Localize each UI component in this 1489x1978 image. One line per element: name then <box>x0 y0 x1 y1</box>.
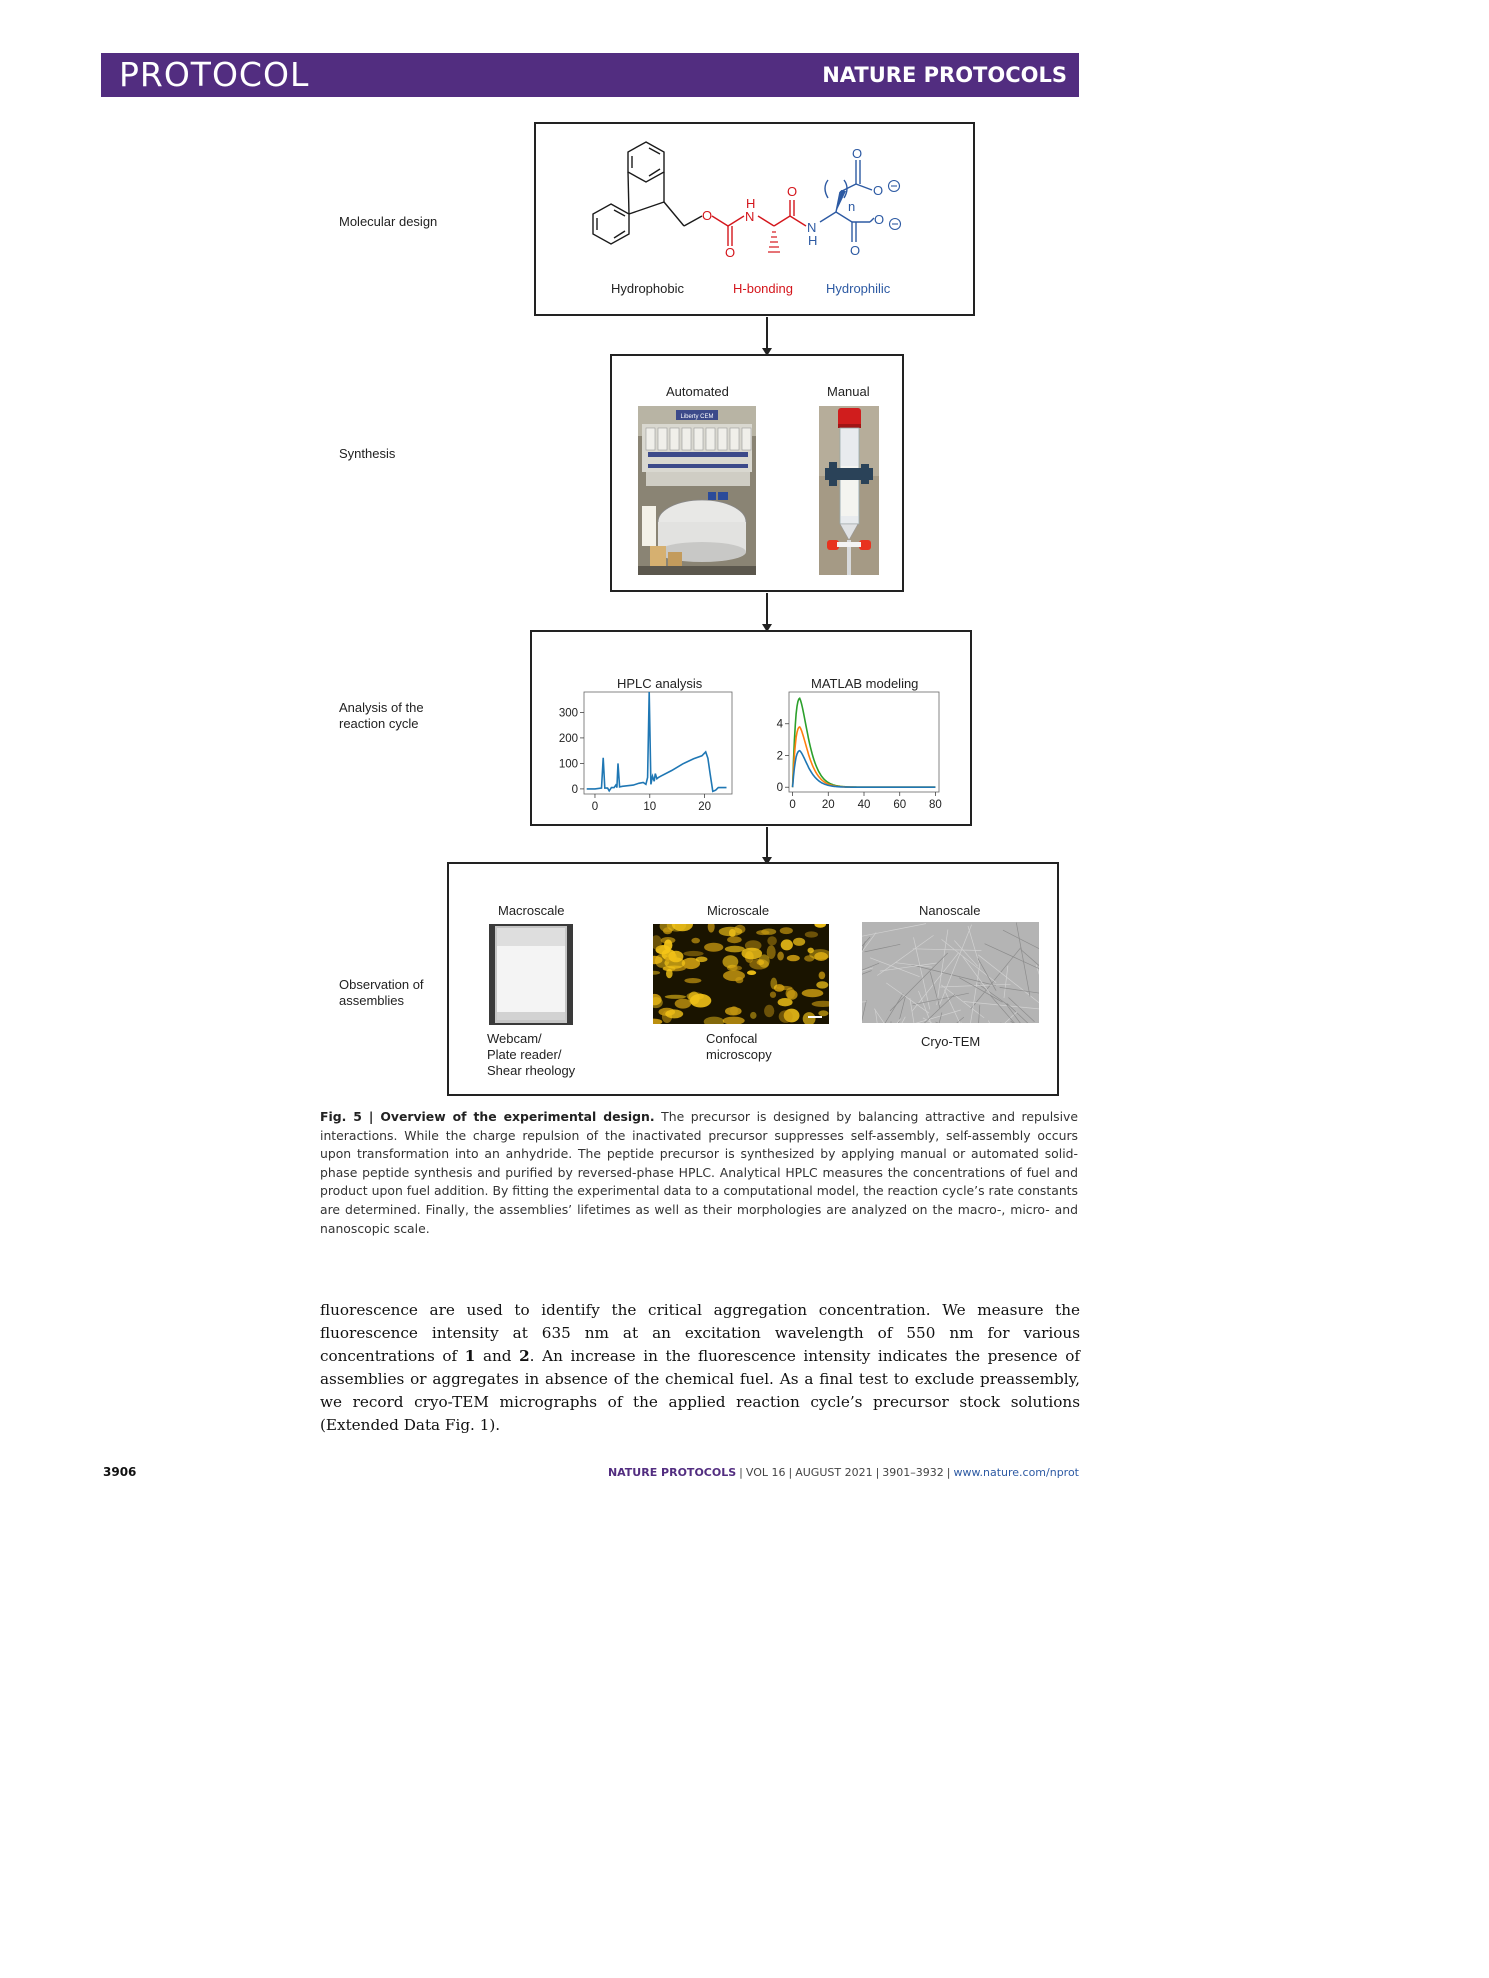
page-number: 3906 <box>103 1465 137 1479</box>
confocal-speck <box>687 992 704 1000</box>
section-title: PROTOCOL <box>119 55 310 94</box>
confocal-speck <box>665 1009 683 1018</box>
chart-1-ytick-label: 0 <box>776 782 783 795</box>
macro-method-2: Plate reader/ <box>487 1047 562 1062</box>
molecular-design-box <box>534 122 975 316</box>
chart-0-xtick-label: 10 <box>643 801 657 813</box>
confocal-speck <box>787 955 800 961</box>
chart-0-ytick-label: 200 <box>558 732 578 745</box>
repeat-n: n <box>848 199 856 214</box>
chart-1-xtick-label: 20 <box>821 799 835 811</box>
confocal-speck <box>727 936 742 943</box>
nano-method-1: Cryo-TEM <box>921 1034 981 1049</box>
atom-n2: N <box>807 220 817 235</box>
confocal-speck <box>729 965 742 970</box>
automated-label: Automated <box>666 384 729 399</box>
caption-text: The precursor is designed by balancing attractive and repulsive interactions. While the charge repulsion of the inactivated precursor suppresses self-assembly, self-assembly occurs upon transformation into an anhydride. The peptide precursor is synthesized by applying manual or automated solid-phase peptide synthesis and purified by reversed-phase HPLC. Analytical HPLC measures the concentrations of fuel and product upon fuel addition. By fitting the experimental data to a computational model, the reaction cycle’s rate constants are determined. Finally, the assemblies’ lifetimes as well as their morphologies are analyzed on the macro-, micro- and nanoscopic scale. <box>320 1109 1078 1236</box>
atom-o-ester: O <box>702 208 713 223</box>
micro-method-2: microscopy <box>706 1047 772 1062</box>
stage-label-molecular: Molecular design <box>339 214 438 229</box>
model-series-orange <box>793 727 936 787</box>
footer-pages: 3901–3932 <box>882 1466 944 1479</box>
atom-o-minus2: O <box>874 212 885 227</box>
chart-1-frame <box>789 692 939 792</box>
confocal-speck <box>719 927 743 937</box>
caption-label: Fig. 5 | Overview of the experimental design. <box>320 1109 655 1124</box>
flow-arrow-2 <box>766 593 768 630</box>
stage-label-observation: Observation of assemblies <box>339 977 424 1008</box>
confocal-speck <box>777 952 784 961</box>
micro-methods <box>706 1031 772 1063</box>
model-series-green <box>793 698 936 787</box>
confocal-speck <box>793 938 805 946</box>
chart-0-ytick-label: 0 <box>571 783 578 796</box>
figure-caption <box>320 1108 1078 1238</box>
atom-o-carbonyl1: O <box>725 245 736 260</box>
confocal-speck <box>802 989 824 997</box>
confocal-speck <box>786 988 796 999</box>
manual-label: Manual <box>827 384 870 399</box>
synthesis-box <box>610 354 904 592</box>
confocal-speck <box>779 1010 793 1023</box>
webcam-vial-photo <box>489 924 573 1025</box>
footer-citation: NATURE PROTOCOLS | VOL 16 | AUGUST 2021 | 3901–3932 | www.nature.com/nprot <box>607 1466 1079 1479</box>
body-bold-2: 2 <box>519 1347 530 1365</box>
confocal-speck <box>770 992 776 998</box>
confocal-speck <box>767 936 777 945</box>
macro-methods <box>487 1031 575 1079</box>
macro-method-1: Webcam/ <box>487 1031 542 1046</box>
chart-0-ytick-label: 100 <box>558 758 578 771</box>
body-part-2: and <box>475 1347 520 1365</box>
confocal-speck <box>818 1010 828 1016</box>
atom-o-top: O <box>852 146 863 161</box>
confocal-speck <box>816 981 828 988</box>
automated-synthesizer-photo <box>638 406 756 575</box>
confocal-speck <box>665 995 686 999</box>
flow-arrow-1 <box>766 317 768 354</box>
chart-1-ytick-label: 4 <box>776 718 783 731</box>
flow-arrow-3 <box>766 827 768 863</box>
body-bold-1: 1 <box>464 1347 476 1365</box>
confocal-speck <box>683 951 703 956</box>
footer-date: AUGUST 2021 <box>795 1466 873 1479</box>
cryo-tem-background <box>862 922 1039 1023</box>
chart-1-xtick-label: 60 <box>893 799 907 811</box>
confocal-speck <box>723 970 745 981</box>
matlab-title: MATLAB modeling <box>811 676 919 691</box>
confocal-speck <box>675 999 691 1009</box>
chart-1-xtick-label: 40 <box>857 799 871 811</box>
confocal-speck <box>819 972 826 980</box>
chart-0-ytick-label: 300 <box>558 707 578 720</box>
atom-o-minus1: O <box>873 183 884 198</box>
chart-1-ytick-label: 2 <box>776 750 783 763</box>
confocal-speck <box>684 978 701 983</box>
confocal-speck <box>691 938 700 944</box>
confocal-speck <box>742 948 763 960</box>
footer-url[interactable]: www.nature.com/nprot <box>953 1466 1079 1479</box>
hydrophobic-label: Hydrophobic <box>611 281 684 296</box>
confocal-speck <box>764 1005 774 1017</box>
atom-h2: H <box>808 233 818 248</box>
confocal-speck <box>666 969 673 979</box>
footer-volume: VOL 16 <box>745 1466 786 1479</box>
cryo-tem-image <box>862 922 1039 1023</box>
stage-label-analysis: Analysis of the reaction cycle <box>339 700 424 731</box>
confocal-speck <box>668 951 683 963</box>
atom-o-bottom: O <box>850 243 861 258</box>
chart-0-xtick-label: 0 <box>591 801 599 813</box>
chart-1-xtick-label: 80 <box>929 799 942 811</box>
atom-h1: H <box>746 196 756 211</box>
confocal-microscopy-image <box>653 924 829 1024</box>
confocal-speck <box>725 946 745 953</box>
hplc-title: HPLC analysis <box>617 676 703 691</box>
macro-method-3: Shear rheology <box>487 1063 576 1078</box>
micro-method-1: Confocal <box>706 1031 758 1046</box>
nanoscale-label: Nanoscale <box>919 903 981 918</box>
instrument-label: Liberty CEM <box>680 414 714 420</box>
confocal-speck <box>747 970 756 975</box>
journal-title: NATURE PROTOCOLS <box>822 63 1067 87</box>
confocal-speck <box>770 978 777 990</box>
confocal-speck <box>704 943 723 952</box>
chart-1-xtick-label: 0 <box>789 799 796 811</box>
nano-methods <box>921 1034 980 1050</box>
hplc-chart <box>532 632 970 824</box>
confocal-speck <box>780 927 793 934</box>
manual-synthesis-photo <box>819 406 879 575</box>
observation-box <box>447 862 1059 1096</box>
confocal-speck <box>750 1012 756 1019</box>
microscale-label: Microscale <box>707 903 770 918</box>
body-paragraph <box>320 1299 1080 1437</box>
hydrophilic-label: Hydrophilic <box>826 281 891 296</box>
body-part-1: fluorescence are used to identify the critical aggregation concentration. We measure the fluorescence intensity at 635 nm at an excitation wavelength of 550 nm for various concentrations of <box>320 1301 1080 1365</box>
confocal-speck <box>730 1006 738 1015</box>
atom-o-carbonyl2: O <box>787 184 798 199</box>
confocal-speck <box>805 931 818 937</box>
footer-journal-name: NATURE PROTOCOLS <box>607 1466 737 1479</box>
body-part-3: . An increase in the fluorescence intensity indicates the presence of assemblies or aggregates in absence of the chemical fuel. As a final test to exclude preassembly, we record cryo-TEM micrographs of the applied reaction cycle’s precursor stock solutions (Extended Data Fig. 1). <box>320 1347 1080 1434</box>
stage-label-synthesis: Synthesis <box>339 446 396 461</box>
macroscale-label: Macroscale <box>498 903 565 918</box>
chart-0-xtick-label: 20 <box>698 801 711 813</box>
atom-n1: N <box>745 209 755 224</box>
analysis-box <box>530 630 972 826</box>
confocal-speck <box>696 957 708 963</box>
hplc-series-line <box>587 692 727 791</box>
scale-bar <box>808 1016 822 1018</box>
confocal-speck <box>781 939 793 950</box>
header-bar <box>101 53 1079 97</box>
hbonding-label: H-bonding <box>733 281 793 296</box>
confocal-speck <box>756 930 769 935</box>
